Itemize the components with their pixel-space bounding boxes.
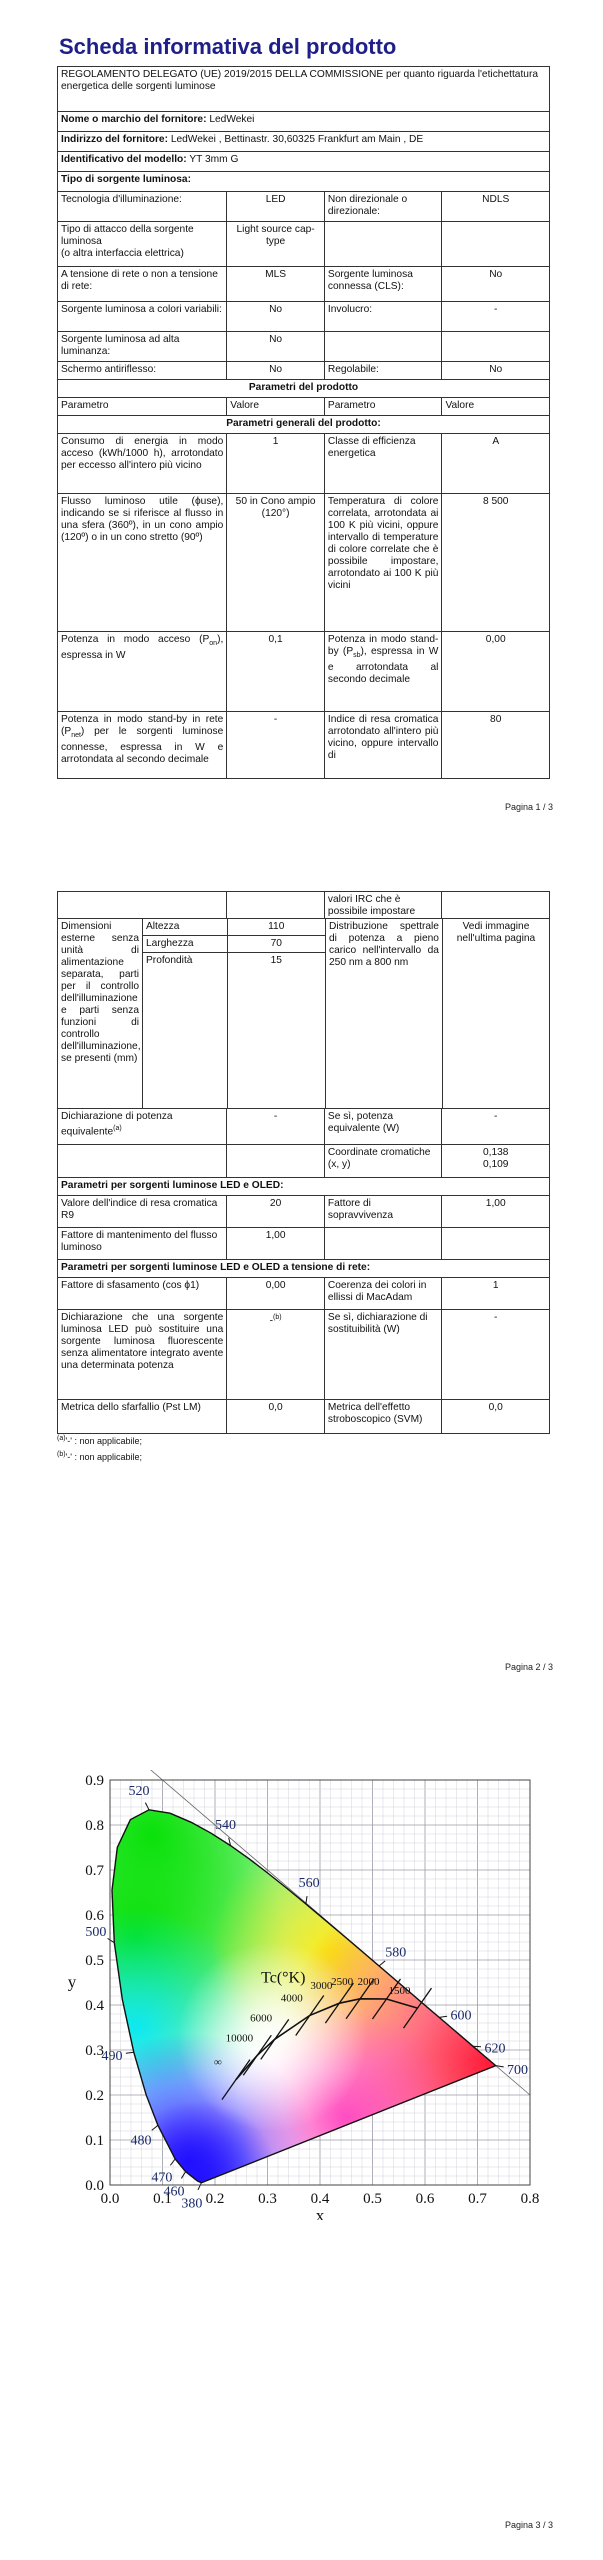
wavelength-label: 460 <box>163 2184 185 2200</box>
energy-label: Consumo di energia in modo acceso (kWh/1000 h), arrotondato per eccesso all'intero più vicino <box>58 434 227 493</box>
col-value-1: Valore <box>227 398 325 415</box>
params-header: Parametri del prodotto <box>248 382 359 393</box>
x-tick-label: 0.2 <box>205 2191 225 2207</box>
footnote-a-text: '-' : non applicabile; <box>65 1436 143 1446</box>
dims-height-row <box>143 919 325 936</box>
pon-value: 0,1 <box>227 632 325 711</box>
cls-label: Sorgente luminosa connessa (CLS): <box>325 267 443 301</box>
y-tick-label: 0.8 <box>85 1818 104 1834</box>
equiv-value: - <box>227 1109 325 1144</box>
empty-cell <box>227 1145 325 1177</box>
cap-label: Tipo di attacco della sorgente luminosa <box>61 224 194 247</box>
empty-cell <box>442 222 549 266</box>
pnet-subscript: net <box>71 732 81 740</box>
wavelength-label: 490 <box>101 2048 123 2064</box>
r9-value: 20 <box>227 1196 325 1227</box>
x-tick-label: 0.6 <box>415 2191 435 2207</box>
cct-label: 6000 <box>250 2012 273 2025</box>
flicker-label: Metrica dello sfarfallio (Pst LM) <box>58 1400 227 1433</box>
model-row <box>58 152 549 171</box>
depth-label: Profondità <box>143 953 228 1108</box>
supplier-address-label: Indirizzo del fornitore: <box>61 134 168 145</box>
product-info-table <box>57 66 550 779</box>
wavelength-label: 620 <box>484 2041 506 2057</box>
colour-label: Sorgente luminosa a colori variabili: <box>58 302 227 331</box>
tech-value: LED <box>227 192 325 221</box>
psb-label-text-2: ), espressa in W e arrotondata al secondo decimale <box>327 646 439 686</box>
cap-value: Light source cap-type <box>227 222 325 266</box>
cct-label: ∞ <box>214 2056 222 2069</box>
y-tick-label: 0.4 <box>85 1998 104 2014</box>
tech-label: Tecnologia d'illuminazione: <box>58 192 227 221</box>
y-tick-label: 0.5 <box>85 1953 104 1969</box>
y-tick-label: 0.3 <box>85 2043 104 2059</box>
spd-value: Vedi immagine nell'ultima pagina <box>456 921 536 944</box>
cct-label: 10000 <box>225 2032 254 2045</box>
flux-label: Flusso luminoso utile (ϕuse), indicando se si riferisce al flusso in una sfera (360º), in un cono ampio (120º) o in un cono stretto (90º) <box>58 494 227 631</box>
equiv-w-value: - <box>494 1111 498 1122</box>
empty-cell <box>227 892 325 918</box>
dims-values <box>143 919 326 1108</box>
dims-width-row <box>143 936 325 953</box>
product-info-table-continued <box>57 891 550 1434</box>
empty-cell <box>442 1228 549 1259</box>
col-param-1: Parametro <box>58 398 227 415</box>
pnet-value: - <box>227 712 325 778</box>
empty-cell <box>442 892 549 918</box>
colour-value: No <box>227 302 325 331</box>
y-tick-label: 0.1 <box>85 2133 104 2149</box>
supplier-name: LedWekei <box>209 114 255 125</box>
y-tick-label: 0.7 <box>85 1863 104 1879</box>
mains-label: A tensione di rete o non a tensione di rete: <box>58 267 227 301</box>
page-1 <box>0 0 603 835</box>
wavelength-label: 540 <box>214 1818 236 1834</box>
pon-label <box>58 632 227 711</box>
cls-value: No <box>489 269 503 280</box>
wavelength-label: 520 <box>128 1784 150 1800</box>
wavelength-label: 380 <box>181 2196 203 2212</box>
cct-value: 8 500 <box>482 496 509 507</box>
x-axis-label: x <box>315 2206 325 2220</box>
cap-label-cell <box>58 222 227 266</box>
wavelength-tick <box>379 1961 385 1966</box>
psb-subscript: sb <box>353 652 361 660</box>
equiv-w-label: Se sì, potenza equivalente (W) <box>325 1109 443 1144</box>
psb-value: 0,00 <box>485 634 506 645</box>
equiv-label-text: Dichiarazione di potenza equivalente <box>61 1111 173 1138</box>
height-value: 110 <box>268 921 285 932</box>
antiglare-value: No <box>227 362 325 379</box>
empty-cell <box>325 1228 443 1259</box>
pf-value: 0,00 <box>227 1278 325 1309</box>
class-label: Classe di efficienza energetica <box>325 434 443 493</box>
mains-value: MLS <box>227 267 325 301</box>
model-label: Identificativo del modello: <box>61 154 187 165</box>
class-value: A <box>492 436 500 447</box>
cct-label: 3000 <box>310 1980 333 1993</box>
depth-value: 15 <box>270 955 282 966</box>
y-axis-label: y <box>67 1972 77 1992</box>
dims-depth-row <box>143 953 325 1108</box>
replace-value-cell <box>227 1310 325 1399</box>
spd-label: Distribuzione spettrale di potenza a pieno carico nell'intervallo da 250 nm a 800 nm <box>326 919 443 1108</box>
empty-cell <box>58 892 227 918</box>
replace-w-value: - <box>494 1312 498 1323</box>
supplier-address-row <box>58 132 549 151</box>
footnote-a <box>57 1435 142 1446</box>
document-title: Scheda informativa del prodotto <box>59 34 397 59</box>
footnote-b-marker: (b) <box>57 1451 66 1458</box>
hl-label: Sorgente luminosa ad alta luminanza: <box>58 332 227 361</box>
led-oled-header: Parametri per sorgenti luminose LED e OLED: <box>61 1180 284 1191</box>
dimmable-value: No <box>489 364 503 375</box>
nondir-value: NDLS <box>482 194 510 205</box>
hl-value: No <box>227 332 325 361</box>
x-tick-label: 0.5 <box>363 2191 382 2207</box>
psb-label-text: Potenza in modo stand-by (P <box>327 634 439 657</box>
xy-value-2: 0,109 <box>482 1159 509 1170</box>
wavelength-label: 700 <box>506 2063 528 2079</box>
y-tick-label: 0.6 <box>85 1908 104 1924</box>
wavelength-label: 480 <box>130 2133 152 2149</box>
cct-label: 2000 <box>357 1976 380 1989</box>
lumen-maint-label: Fattore di mantenimento del flusso luminoso <box>58 1228 227 1259</box>
page-2 <box>0 870 603 1700</box>
cct-label: 4000 <box>280 1992 303 2005</box>
r9-label: Valore dell'indice di resa cromatica R9 <box>58 1196 227 1227</box>
survival-label: Fattore di sopravvivenza <box>325 1196 443 1227</box>
wavelength-label: 600 <box>450 2008 472 2024</box>
env-label: Involucro: <box>325 302 443 331</box>
x-tick-label: 0.7 <box>468 2191 487 2207</box>
planckian-label: Tc(°K) <box>261 1969 306 1987</box>
x-tick-label: 0.8 <box>520 2191 540 2207</box>
pon-label-text-2: ), espressa in W <box>61 634 224 662</box>
width-label: Larghezza <box>143 936 228 952</box>
svm-label: Metrica dell'effetto stroboscopico (SVM) <box>325 1400 443 1433</box>
macadam-label: Coerenza dei colori in ellissi di MacAdam <box>325 1278 443 1309</box>
antiglare-label: Schermo antiriflesso: <box>58 362 227 379</box>
y-tick-label: 0.2 <box>85 2088 104 2104</box>
mains-params-header: Parametri per sorgenti luminose LED e OLED a tensione di rete: <box>61 1262 371 1273</box>
source-type-header: Tipo di sorgente luminosa: <box>61 174 191 185</box>
replace-footnote-ref: (b) <box>273 1314 282 1321</box>
wavelength-tick <box>152 2125 158 2130</box>
equiv-label <box>58 1109 227 1144</box>
wavelength-tick <box>126 2052 134 2053</box>
regulation-text: REGOLAMENTO DELEGATO (UE) 2019/2015 DELLA COMMISSIONE per quanto riguarda l'etichettatura energetica delle sorgenti luminose <box>61 69 538 92</box>
x-tick-label: 0.3 <box>258 2191 277 2207</box>
wavelength-label: 500 <box>85 1924 107 1940</box>
pon-label-text: Potenza in modo acceso (P <box>61 634 210 645</box>
footnote-a-marker: (a) <box>57 1435 66 1442</box>
col-value-2: Valore <box>445 400 475 411</box>
flicker-value: 0,0 <box>227 1400 325 1433</box>
xy-label: Coordinate cromatiche (x, y) <box>325 1145 443 1177</box>
energy-value: 1 <box>227 434 325 493</box>
flux-value: 50 in Cono ampio (120°) <box>227 494 325 631</box>
pnet-label-text: Potenza in modo stand-by in rete (P <box>61 714 224 737</box>
general-header: Parametri generali del prodotto: <box>226 418 381 429</box>
color-gamut-fill <box>60 1770 550 2220</box>
cct-label: 2500 <box>331 1975 354 1988</box>
wavelength-tick <box>170 2159 175 2165</box>
col-param-2: Parametro <box>325 398 443 415</box>
wavelength-label: 580 <box>385 1945 407 1961</box>
dimmable-label: Regolabile: <box>325 362 443 379</box>
height-label: Altezza <box>143 919 228 935</box>
cap-label-2: (o altra interfaccia elettrica) <box>61 248 184 259</box>
env-value: - <box>494 304 498 315</box>
cie-chromaticity-diagram <box>60 1770 550 2220</box>
cri-value: 80 <box>490 714 502 725</box>
wavelength-label: 560 <box>298 1876 320 1892</box>
footnote-b <box>57 1451 142 1462</box>
pon-subscript: on <box>209 640 218 648</box>
page-number: Pagina 3 / 3 <box>504 2520 553 2530</box>
width-value: 70 <box>270 938 282 949</box>
psb-label <box>325 632 443 711</box>
empty-cell <box>58 1145 227 1177</box>
dims-label: Dimensioni esterne senza unità di alimentazione separata, parti per il controllo dell'illuminazione e parti senza funzioni di controllo dell'illuminazione, se presenti (mm) <box>58 919 143 1108</box>
pnet-label <box>58 712 227 778</box>
empty-cell <box>325 332 443 361</box>
wavelength-label: 470 <box>151 2170 173 2186</box>
y-tick-label: 0.9 <box>85 1773 104 1789</box>
wavelength-tick <box>145 1803 149 1810</box>
wavelength-tick <box>198 2183 201 2190</box>
empty-cell <box>325 222 443 266</box>
replace-w-label: Se sì, dichiarazione di sostituibilità (W) <box>325 1310 443 1399</box>
replace-value: - <box>269 1315 274 1327</box>
cct-label: Temperatura di colore correlata, arrotondata ai 100 K più vicini, oppure intervallo di temperature di colore correlate che è possibile impostare, arrotondato ai 100 K più vicini <box>325 494 443 631</box>
pf-label: Fattore di sfasamento (cos ϕ1) <box>58 1278 227 1309</box>
supplier-name-label: Nome o marchio del fornitore: <box>61 114 207 125</box>
cri-label-continued: valori IRC che è possibile impostare <box>325 892 443 918</box>
model-value: YT 3mm G <box>189 154 239 165</box>
page-3 <box>0 1720 603 2560</box>
empty-cell <box>442 332 549 361</box>
page-number: Pagina 2 / 3 <box>504 1662 553 1672</box>
y-tick-label: 0.0 <box>85 2178 104 2194</box>
supplier-address: LedWekei , Bettinastr. 30,60325 Frankfurt am Main , DE <box>170 134 424 145</box>
page-number: Pagina 1 / 3 <box>504 802 553 812</box>
lumen-maint-value: 1,00 <box>227 1228 325 1259</box>
cct-label: 1500 <box>388 1985 411 1998</box>
pnet-label-text-2: ) per le sorgenti luminose connesse, espressa in W e arrotondata al secondo decimale <box>61 726 224 766</box>
nondir-label: Non direzionale o direzionale: <box>325 192 443 221</box>
supplier-name-row <box>58 112 549 131</box>
cri-label: Indice di resa cromatica arrotondato all'intero più vicino, oppure intervallo di <box>325 712 443 778</box>
equiv-footnote-ref: (a) <box>113 1125 122 1132</box>
x-tick-label: 0.4 <box>310 2191 330 2207</box>
svm-value: 0,0 <box>488 1402 503 1413</box>
macadam-value: 1 <box>492 1280 499 1291</box>
xy-value-1: 0,138 <box>482 1147 509 1158</box>
replace-label: Dichiarazione che una sorgente luminosa LED può sostituire una sorgente luminosa fluorescente senza alimentatore integrato avente una determinata potenza <box>58 1310 227 1399</box>
xy-values <box>442 1145 549 1177</box>
survival-value: 1,00 <box>485 1198 506 1209</box>
x-tick-label: 0.0 <box>100 2191 120 2207</box>
footnote-b-text: '-' : non applicabile; <box>65 1452 143 1462</box>
x-tick-label: 0.1 <box>153 2191 172 2207</box>
